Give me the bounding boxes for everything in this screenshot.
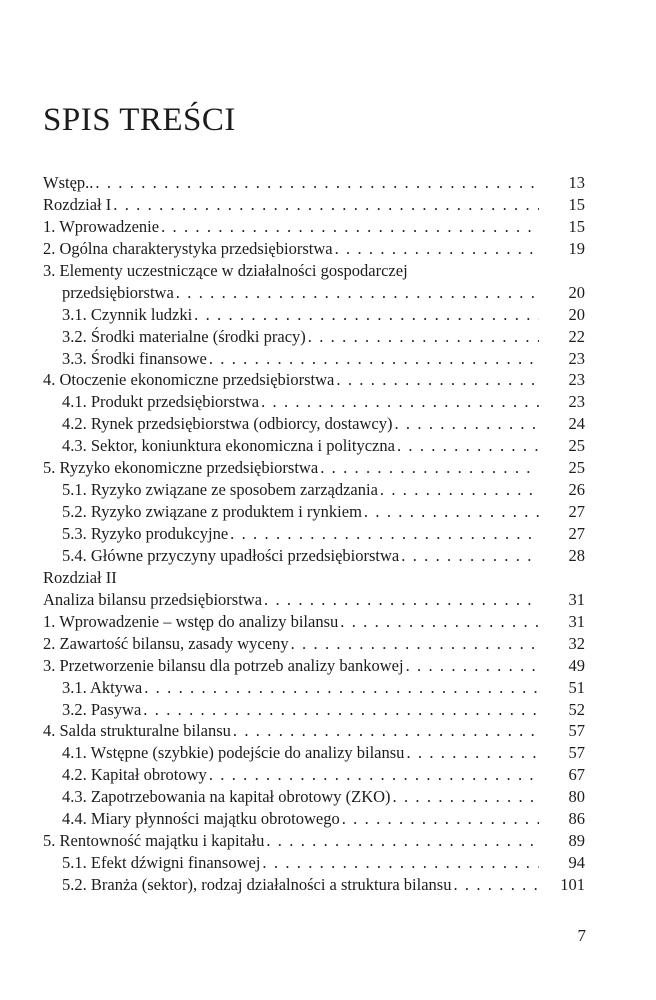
toc-entry-label: 4.3. Sektor, koniunktura ekonomiczna i polityczna — [62, 436, 395, 456]
dot-leader — [95, 172, 539, 194]
toc-entry — [43, 304, 585, 326]
toc-entry — [43, 633, 585, 655]
toc-entry — [43, 677, 585, 699]
dot-leader — [394, 413, 539, 435]
toc-entry-page: 94 — [568, 853, 585, 873]
toc-entry-label: 4.1. Wstępne (szybkie) podejście do analizy bilansu — [62, 743, 405, 763]
toc-entry-label: Analiza bilansu przedsiębiorstwa — [43, 589, 263, 609]
dot-leader — [209, 348, 539, 370]
toc-entry-label: 4.2. Kapitał obrotowy — [62, 765, 207, 785]
toc-entry — [43, 348, 585, 370]
toc-entry-label: 1. Wprowadzenie – wstęp do analizy bilansu — [43, 611, 339, 631]
dot-leader — [176, 282, 539, 304]
toc-entry — [43, 655, 585, 677]
toc-entry — [43, 545, 585, 567]
toc-entry — [43, 808, 585, 830]
toc-entry-label: 5.3. Ryzyko produkcyjne — [62, 524, 229, 543]
dot-leader — [406, 655, 539, 677]
toc-entry — [43, 611, 585, 633]
toc-entry-label: 5.1. Efekt dźwigni finansowej — [62, 853, 261, 873]
toc-entry-page: 22 — [568, 326, 585, 346]
toc-entry — [43, 238, 585, 260]
toc-entry — [43, 457, 585, 479]
toc-entry-page: 15 — [568, 194, 585, 214]
toc-entry-label: 4.3. Zapotrzebowania na kapitał obrotowy (ZKO) — [62, 787, 391, 807]
toc-entry-page: 51 — [568, 677, 585, 697]
toc-entry — [43, 391, 585, 413]
toc-entry-page: 27 — [568, 524, 585, 543]
toc-entry — [43, 413, 585, 435]
toc-entry-label: 2. Zawartość bilansu, zasady wyceny — [43, 633, 289, 653]
toc-entry-label: 3.3. Środki finansowe — [62, 348, 207, 368]
toc-entry-label: 3.1. Czynnik ludzki — [62, 304, 193, 324]
toc-entry-label: 5.1. Ryzyko związane ze sposobem zarządzania — [62, 480, 378, 500]
dot-leader — [262, 852, 539, 874]
toc-entry — [43, 282, 585, 304]
dot-leader — [291, 633, 539, 655]
toc-entry — [43, 742, 585, 764]
toc-entry-page: 86 — [568, 809, 585, 829]
dot-leader — [380, 479, 539, 501]
toc-entry-page: 20 — [568, 282, 585, 302]
toc-entry-label: 4.1. Produkt przedsiębiorstwa — [62, 392, 260, 412]
toc-entry-page: 25 — [568, 458, 585, 478]
toc-entry-page: 101 — [560, 875, 585, 894]
dot-leader — [261, 391, 539, 413]
toc-entry-label: 2. Ogólna charakterystyka przedsiębiorstwa — [43, 238, 333, 258]
toc-entry-label: Wstęp.. — [43, 173, 94, 192]
dot-leader — [113, 194, 539, 216]
toc-entry-page: 23 — [568, 348, 585, 368]
dot-leader — [194, 304, 539, 326]
toc-entry — [43, 194, 585, 216]
toc-entry-page: 31 — [568, 589, 585, 609]
toc-entry-page: 20 — [568, 304, 585, 324]
dot-leader — [397, 435, 539, 457]
toc-entry — [43, 874, 585, 896]
toc-entry-label: 1. Wprowadzenie — [43, 216, 160, 236]
toc-entry-page: 57 — [568, 721, 585, 741]
toc-entry-page: 26 — [568, 480, 585, 500]
toc-entry-page: 13 — [568, 173, 585, 192]
toc-entry — [43, 260, 585, 282]
toc-entry — [43, 830, 585, 852]
table-of-contents — [43, 172, 585, 896]
dot-leader — [320, 457, 539, 479]
toc-entry — [43, 435, 585, 457]
toc-entry-label: 3.2. Pasywa — [62, 699, 142, 719]
page-number: 7 — [577, 926, 586, 945]
toc-entry-page: 27 — [568, 502, 585, 522]
dot-leader — [233, 720, 539, 742]
page-title: SPIS TREŚCI — [43, 102, 236, 138]
dot-leader — [340, 611, 539, 633]
toc-entry-label: Rozdział I — [43, 194, 112, 214]
dot-leader — [144, 677, 539, 699]
toc-entry — [43, 699, 585, 721]
dot-leader — [401, 545, 539, 567]
dot-leader — [230, 523, 539, 545]
toc-entry-label: 5.2. Branża (sektor), rodzaj działalności a struktura bilansu — [62, 875, 452, 894]
toc-entry-label: 4. Otoczenie ekonomiczne przedsiębiorstwa — [43, 370, 335, 390]
toc-entry — [43, 326, 585, 348]
toc-entry — [43, 172, 585, 194]
toc-entry-label: 5.4. Główne przyczyny upadłości przedsiębiorstwa — [62, 545, 400, 565]
dot-leader — [335, 238, 539, 260]
toc-entry-page: 57 — [568, 743, 585, 763]
dot-leader — [393, 786, 539, 808]
toc-entry-label: Rozdział II — [43, 567, 117, 587]
toc-entry — [43, 720, 585, 742]
toc-entry-label: 4.2. Rynek przedsiębiorstwa (odbiorcy, dostawcy) — [62, 414, 393, 434]
toc-entry — [43, 589, 585, 611]
toc-entry-page: 89 — [568, 831, 585, 851]
toc-entry-page: 32 — [568, 633, 585, 653]
toc-entry-page: 15 — [568, 216, 585, 236]
toc-entry-label: 5.2. Ryzyko związane z produktem i rynkiem — [62, 502, 362, 522]
dot-leader — [264, 589, 539, 611]
toc-entry-page: 19 — [568, 238, 585, 258]
toc-entry-page: 67 — [568, 765, 585, 785]
toc-entry — [43, 501, 585, 523]
toc-entry-label: 3.1. Aktywa — [62, 677, 143, 697]
toc-entry-label: 3. Elementy uczestniczące w działalności gospodarczej — [43, 260, 408, 280]
toc-entry-label: 4.4. Miary płynności majątku obrotowego — [62, 809, 340, 829]
toc-entry-page: 25 — [568, 436, 585, 456]
toc-entry-label: 3. Przetworzenie bilansu dla potrzeb analizy bankowej — [43, 655, 404, 675]
toc-entry — [43, 479, 585, 501]
toc-entry-page: 49 — [568, 655, 585, 675]
dot-leader — [266, 830, 539, 852]
toc-entry — [43, 852, 585, 874]
dot-leader — [209, 764, 539, 786]
dot-leader — [143, 699, 539, 721]
toc-entry-label: 4. Salda strukturalne bilansu — [43, 721, 231, 741]
toc-entry — [43, 523, 585, 545]
toc-entry-label: przedsiębiorstwa — [62, 282, 174, 302]
toc-entry — [43, 567, 585, 589]
dot-leader — [342, 808, 539, 830]
toc-entry — [43, 786, 585, 808]
toc-entry — [43, 369, 585, 391]
toc-entry-page: 31 — [568, 611, 585, 631]
dot-leader — [406, 742, 539, 764]
toc-entry-label: 5. Rentowność majątku i kapitału — [43, 831, 265, 851]
toc-entry-page: 52 — [568, 699, 585, 719]
toc-entry — [43, 216, 585, 238]
toc-entry-page: 23 — [568, 370, 585, 390]
dot-leader — [161, 216, 539, 238]
toc-entry-page: 80 — [568, 787, 585, 807]
dot-leader — [308, 326, 539, 348]
toc-entry-page: 23 — [568, 392, 585, 412]
toc-entry-page: 28 — [568, 545, 585, 565]
dot-leader — [364, 501, 539, 523]
toc-entry-page: 24 — [568, 414, 585, 434]
dot-leader — [453, 874, 539, 896]
toc-entry-label: 5. Ryzyko ekonomiczne przedsiębiorstwa — [43, 458, 319, 478]
dot-leader — [336, 369, 539, 391]
toc-entry — [43, 764, 585, 786]
toc-entry-label: 3.2. Środki materialne (środki pracy) — [62, 326, 306, 346]
